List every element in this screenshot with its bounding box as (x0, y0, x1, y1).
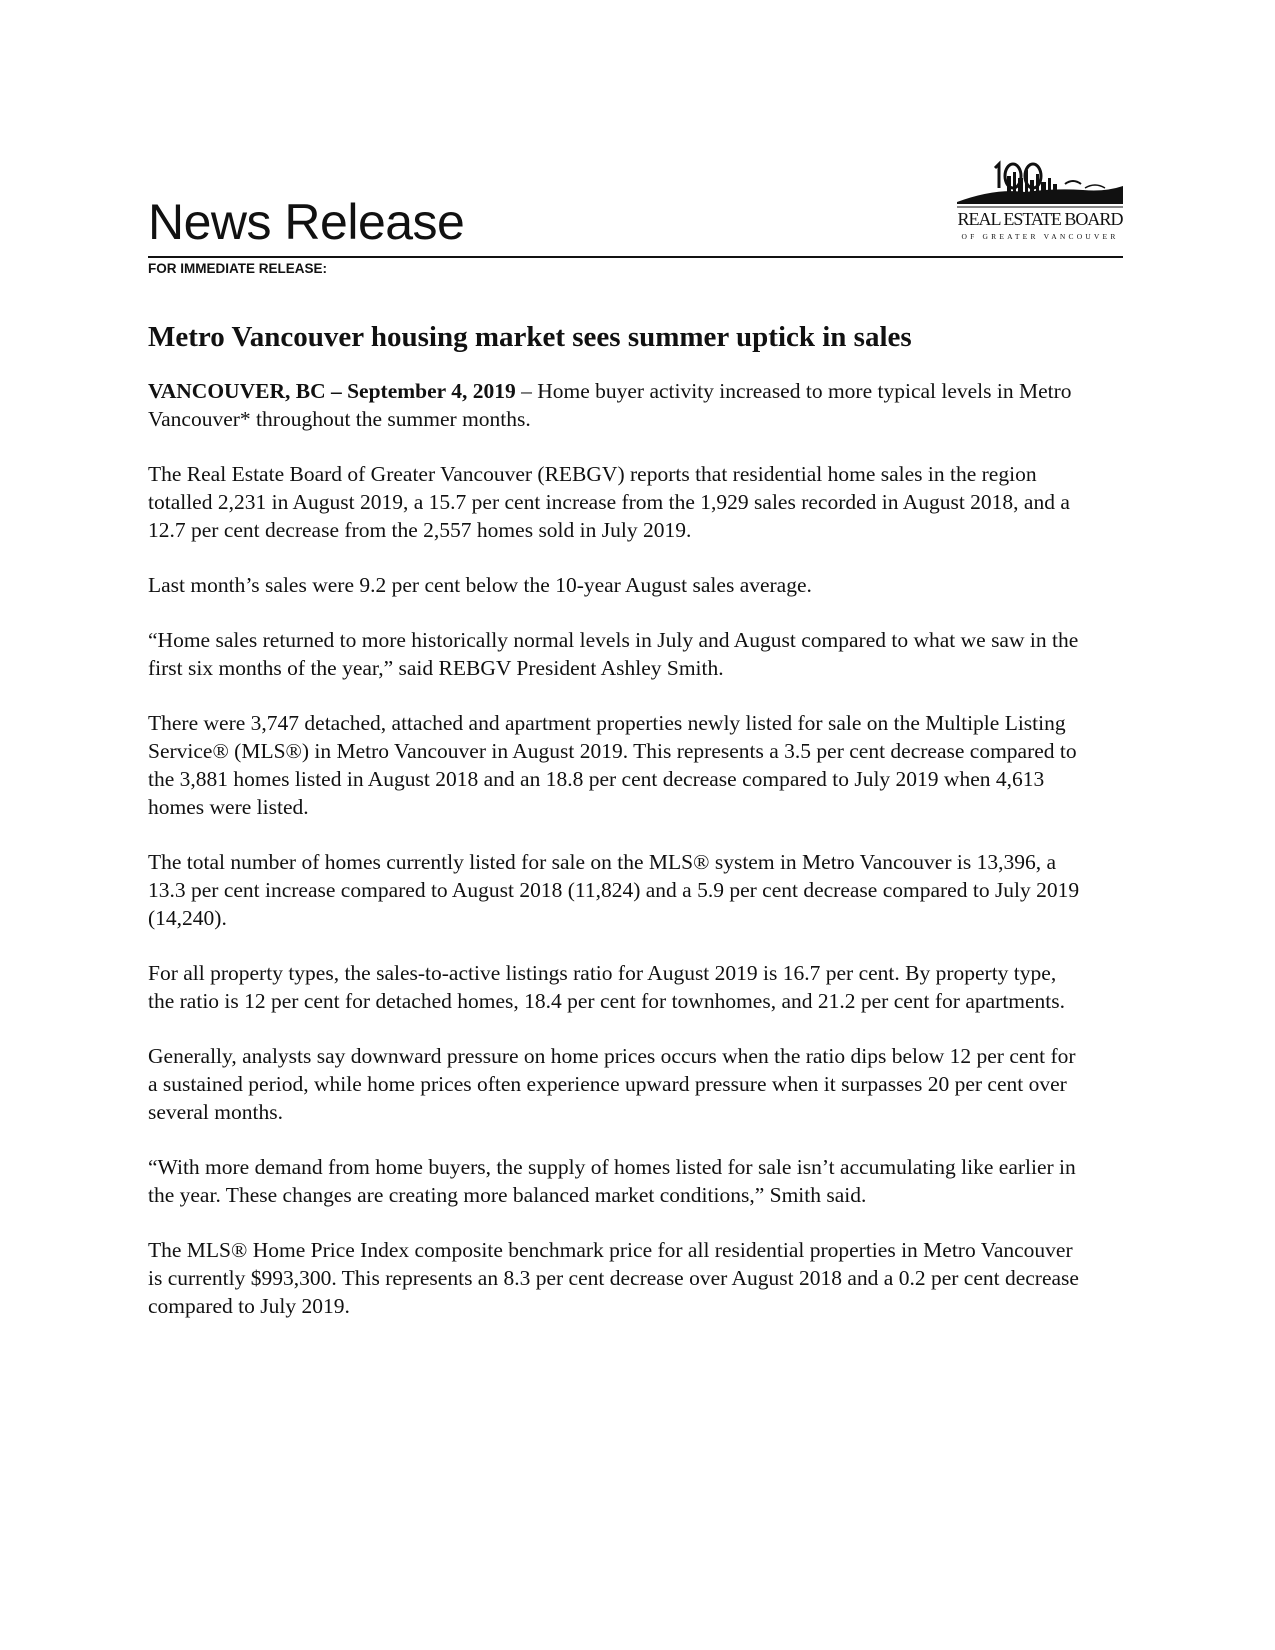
rebgv-logo (955, 158, 1125, 246)
logo-name: REAL ESTATE BOARD (957, 209, 1123, 229)
rebgv-100-skyline-logo-icon (955, 158, 1125, 210)
page-title: News Release (148, 194, 465, 250)
paragraph: There were 3,747 detached, attached and apartment properties newly listed for sale on the Multiple Listing Service® (MLS®) in Metro Vancouver in August 2019. This represents a 3.5 per cent decrease compared to the 3,881 homes listed in August 2018 and an 18.8 per cent decrease compared to July 2019 when 4,613 homes were listed. (148, 711, 1077, 819)
paragraph: Generally, analysts say downward pressure on home prices occurs when the ratio dips below 12 per cent for a sustained period, while home prices often experience upward pressure when it surpasses 20 per cent over several months. (148, 1044, 1076, 1124)
paragraph: “Home sales returned to more historically normal levels in July and August compared to what we saw in the first six months of the year,” said REBGV President Ashley Smith. (148, 628, 1079, 680)
header-divider (148, 256, 1123, 258)
paragraph: “With more demand from home buyers, the supply of homes listed for sale isn’t accumulating like earlier in the year. These changes are creating more balanced market conditions,” Smith said. (148, 1155, 1076, 1207)
lead-paragraph (148, 377, 1083, 433)
paragraph: For all property types, the sales-to-active listings ratio for August 2019 is 16.7 per cent. By property type, the ratio is 12 per cent for detached homes, 18.4 per cent for townhomes, and 21.2 per cent for apartments. (148, 961, 1066, 1013)
lead-text: – Home buyer activity increased to more typical levels in Metro Vancouver* throughout the summer months. (148, 379, 1072, 431)
article-headline: Metro Vancouver housing market sees summer uptick in sales (148, 321, 912, 353)
paragraph: Last month’s sales were 9.2 per cent below the 10-year August sales average. (148, 573, 812, 597)
article-body (148, 377, 1083, 1347)
logo-subtitle: OF GREATER VANCOUVER (961, 232, 1119, 241)
paragraph: The total number of homes currently listed for sale on the MLS® system in Metro Vancouver is 13,396, a 13.3 per cent increase compared to August 2018 (11,824) and a 5.9 per cent decrease compared to July 2019 (14,240). (148, 850, 1080, 930)
paragraph: The Real Estate Board of Greater Vancouver (REBGV) reports that residential home sales in the region totalled 2,231 in August 2019, a 15.7 per cent increase from the 1,929 sales recorded in August 2018, and a 12.7 per cent decrease from the 2,557 homes sold in July 2019. (148, 462, 1070, 542)
release-label: FOR IMMEDIATE RELEASE: (148, 261, 328, 276)
dateline: VANCOUVER, BC – September 4, 2019 (148, 379, 516, 403)
paragraph: The MLS® Home Price Index composite benchmark price for all residential properties in Metro Vancouver is currently $993,300. This represents an 8.3 per cent decrease over August 2018 and a 0.2 per cent decrease compared to July 2019. (148, 1238, 1079, 1318)
